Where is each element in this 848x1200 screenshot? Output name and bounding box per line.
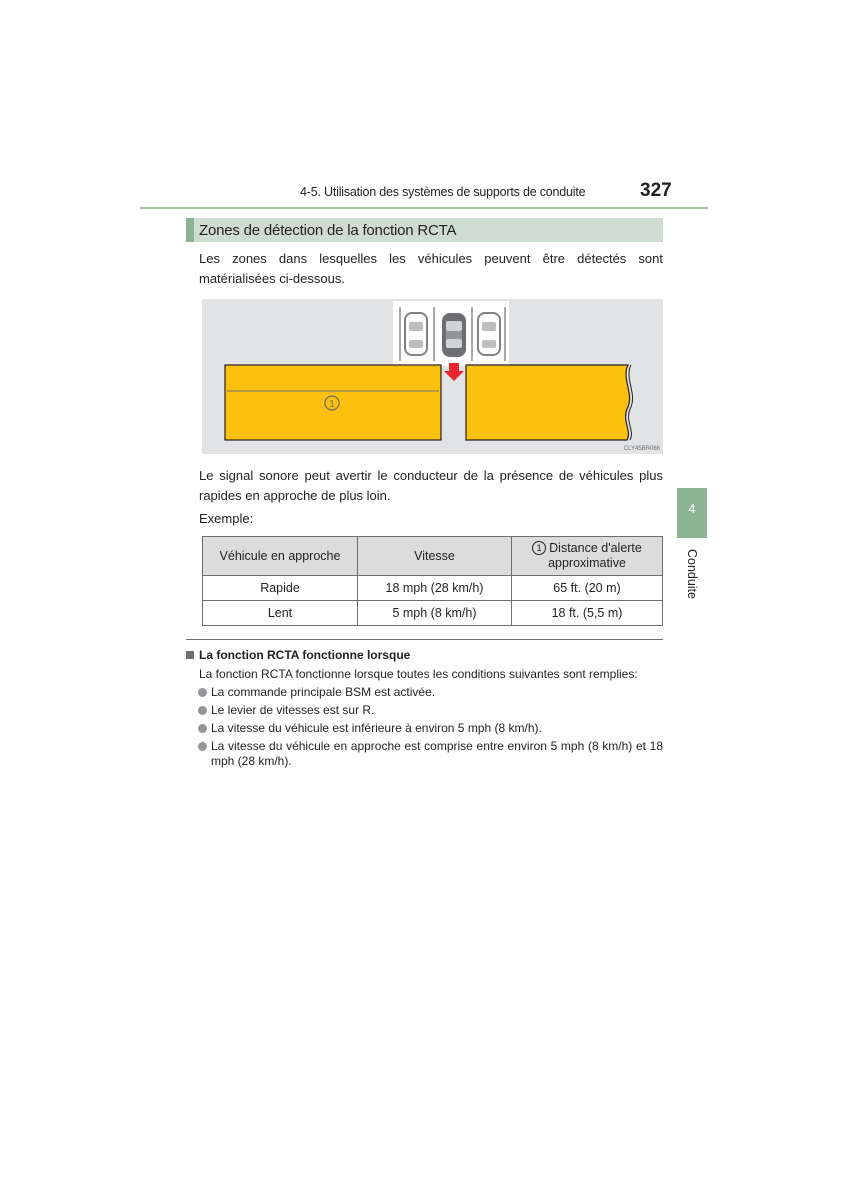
- cell-speed: 5 mph (8 km/h): [358, 601, 512, 626]
- cell-speed: 18 mph (28 km/h): [358, 576, 512, 601]
- rcta-detection-figure: [202, 299, 663, 454]
- intro-paragraph: Les zones dans lesquelles les véhicules peuvent être détectés sont matérialisées ci-dessous.: [199, 251, 663, 286]
- header-alert-distance-text: Distance d'alerte approximative: [548, 541, 642, 570]
- chapter-tab: [677, 488, 707, 538]
- table-row: [203, 601, 663, 626]
- list-item-text: La vitesse du véhicule en approche est comprise entre environ 5 mph (8 km/h) et 18 mph (28 km/h).: [211, 739, 663, 768]
- cell-vehicle: Rapide: [203, 576, 358, 601]
- parked-car-right-icon: [478, 313, 500, 355]
- section-title: [186, 218, 663, 242]
- cell-vehicle: Lent: [203, 601, 358, 626]
- warning-paragraph: Le signal sonore peut avertir le conducteur de la présence de véhicules plus rapides en approche de plus loin.: [199, 468, 663, 503]
- header-rule: [140, 207, 708, 209]
- header-approaching-vehicle: Véhicule en approche: [203, 537, 358, 576]
- parked-car-left-icon: [405, 313, 427, 355]
- chapter-label: Conduite: [685, 548, 699, 600]
- conditions-heading: La fonction RCTA fonctionne lorsque: [199, 648, 411, 662]
- conditions-intro: La fonction RCTA fonctionne lorsque toutes les conditions suivantes sont remplies:: [199, 667, 638, 681]
- rcta-zone-diagram: [202, 299, 663, 454]
- example-label: Exemple:: [199, 511, 254, 526]
- list-item: [198, 721, 663, 736]
- figure-code: CLY45BR066: [623, 446, 660, 452]
- chapter-number: 4: [688, 501, 696, 516]
- header-speed: Vitesse: [358, 537, 512, 576]
- own-car-icon: [442, 313, 466, 357]
- bullet-dot-icon: [198, 688, 207, 697]
- header-alert-distance: [512, 537, 663, 576]
- list-item-text: La vitesse du véhicule est inférieure à environ 5 mph (8 km/h).: [211, 721, 542, 735]
- callout-1-label: 1: [329, 399, 335, 410]
- alert-distance-table: [202, 536, 663, 626]
- cell-distance: 65 ft. (20 m): [512, 576, 663, 601]
- table-header-row: [203, 537, 663, 576]
- bullet-dot-icon: [198, 706, 207, 715]
- list-item-text: La commande principale BSM est activée.: [211, 685, 436, 699]
- cell-distance: 18 ft. (5,5 m): [512, 601, 663, 626]
- callout-1-icon: 1: [532, 541, 546, 555]
- list-item: [198, 703, 663, 718]
- section-title-text: Zones de détection de la fonction RCTA: [199, 221, 457, 239]
- square-bullet-icon: [186, 651, 194, 659]
- block-divider: [186, 639, 663, 640]
- detection-zone-right: [466, 365, 630, 440]
- bullet-dot-icon: [198, 724, 207, 733]
- header-section-title: 4-5. Utilisation des systèmes de supports de conduite: [300, 185, 586, 199]
- page-number: 327: [640, 180, 672, 201]
- list-item-text: Le levier de vitesses est sur R.: [211, 703, 375, 717]
- list-item: [198, 685, 663, 700]
- table-row: [203, 576, 663, 601]
- bullet-dot-icon: [198, 742, 207, 751]
- conditions-list: [198, 685, 663, 772]
- list-item: [198, 739, 663, 769]
